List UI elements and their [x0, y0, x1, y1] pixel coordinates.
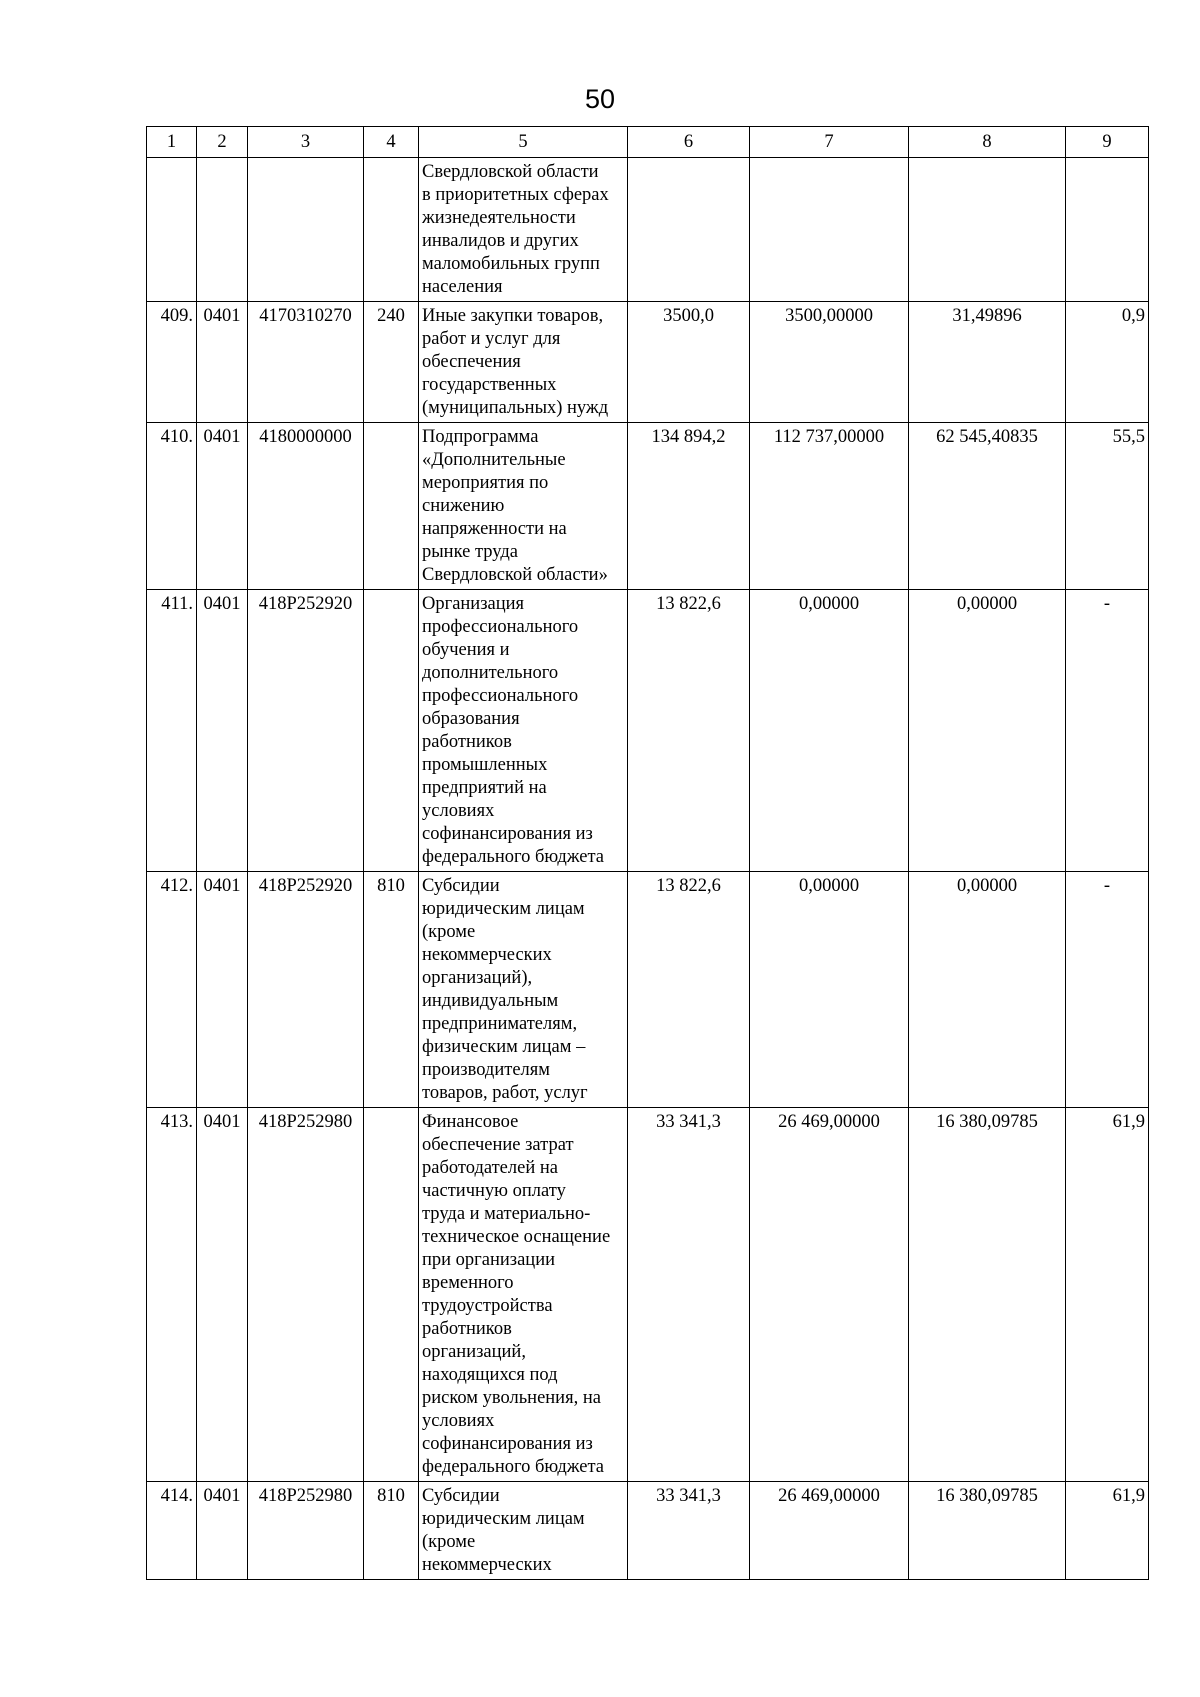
plan-amount-cell: 3500,0	[628, 302, 750, 423]
table-row	[147, 158, 1149, 302]
description-line: профессионального	[422, 686, 579, 706]
budget-table	[146, 126, 1149, 1580]
description-line: жизнедеятельности	[422, 208, 576, 228]
target-code-cell: 418P252920	[248, 872, 364, 1108]
table-row	[147, 1482, 1149, 1580]
header-row	[147, 127, 1149, 158]
approved-amount-cell: 26 469,00000	[750, 1482, 909, 1580]
plan-amount-cell: 33 341,3	[628, 1482, 750, 1580]
description-line: риском увольнения, на	[422, 1388, 601, 1408]
expense-type-cell: 810	[364, 1482, 419, 1580]
description-line: частичную оплату	[422, 1181, 566, 1201]
description-line: напряженности на	[422, 519, 567, 539]
plan-amount-cell	[628, 158, 750, 302]
section-code-cell: 0401	[197, 1108, 248, 1482]
description-line: Организация	[422, 594, 525, 614]
description-line: населения	[422, 277, 503, 297]
description-line: некоммерческих	[422, 1555, 552, 1575]
plan-amount-cell: 13 822,6	[628, 590, 750, 872]
percent-cell: -	[1066, 590, 1149, 872]
description-line: федерального бюджета	[422, 847, 605, 867]
description-line: Субсидии	[422, 876, 500, 896]
expense-type-cell	[364, 590, 419, 872]
executed-amount-cell: 16 380,09785	[909, 1482, 1066, 1580]
plan-amount-cell: 134 894,2	[628, 423, 750, 590]
percent-cell	[1066, 158, 1149, 302]
approved-amount-cell: 3500,00000	[750, 302, 909, 423]
section-code-cell: 0401	[197, 302, 248, 423]
percent-cell: -	[1066, 872, 1149, 1108]
description-line: инвалидов и других	[422, 231, 579, 251]
column-header: 5	[419, 127, 628, 158]
section-code-cell	[197, 158, 248, 302]
description-line: техническое оснащение	[422, 1227, 611, 1247]
description-line: (кроме	[422, 1532, 476, 1552]
description-line: трудоустройства	[422, 1296, 553, 1316]
percent-cell: 61,9	[1066, 1482, 1149, 1580]
description-cell	[419, 590, 628, 872]
description-line: условиях	[422, 801, 495, 821]
description-line: физическим лицам –	[422, 1037, 586, 1057]
expense-type-cell	[364, 158, 419, 302]
description-line: предприятий на	[422, 778, 547, 798]
expense-type-cell	[364, 1108, 419, 1482]
table-row	[147, 423, 1149, 590]
description-line: софинансирования из	[422, 1434, 593, 1454]
column-header: 6	[628, 127, 750, 158]
table-row	[147, 1108, 1149, 1482]
description-line: (кроме	[422, 922, 476, 942]
description-line: труда и материально-	[422, 1204, 591, 1224]
description-line: образования	[422, 709, 520, 729]
target-code-cell: 418P252980	[248, 1482, 364, 1580]
target-code-cell: 4180000000	[248, 423, 364, 590]
approved-amount-cell: 0,00000	[750, 590, 909, 872]
target-code-cell: 418P252980	[248, 1108, 364, 1482]
page-number: 50	[584, 84, 616, 114]
approved-amount-cell: 0,00000	[750, 872, 909, 1108]
description-line: снижению	[422, 496, 505, 516]
description-line: Иные закупки товаров,	[422, 306, 604, 326]
description-cell	[419, 1482, 628, 1580]
section-code-cell: 0401	[197, 1482, 248, 1580]
percent-cell: 55,5	[1066, 423, 1149, 590]
description-line: Свердловской области»	[422, 565, 608, 585]
column-header: 9	[1066, 127, 1149, 158]
description-line: организаций),	[422, 968, 533, 988]
row-number-cell: 413.	[147, 1108, 197, 1482]
executed-amount-cell: 0,00000	[909, 872, 1066, 1108]
description-line: работников	[422, 732, 512, 752]
table-row	[147, 302, 1149, 423]
description-line: производителям	[422, 1060, 550, 1080]
description-line: рынке труда	[422, 542, 518, 562]
row-number-cell	[147, 158, 197, 302]
description-line: предпринимателям,	[422, 1014, 578, 1034]
description-line: обеспечения	[422, 352, 521, 372]
approved-amount-cell: 112 737,00000	[750, 423, 909, 590]
description-line: юридическим лицам	[422, 1509, 585, 1529]
row-number-cell: 409.	[147, 302, 197, 423]
description-cell	[419, 158, 628, 302]
target-code-cell	[248, 158, 364, 302]
description-line: государственных	[422, 375, 557, 395]
approved-amount-cell: 26 469,00000	[750, 1108, 909, 1482]
executed-amount-cell: 16 380,09785	[909, 1108, 1066, 1482]
description-line: работ и услуг для	[422, 329, 561, 349]
description-cell	[419, 1108, 628, 1482]
description-line: условиях	[422, 1411, 495, 1431]
description-line: софинансирования из	[422, 824, 593, 844]
column-header: 8	[909, 127, 1066, 158]
column-header: 3	[248, 127, 364, 158]
description-line: при организации	[422, 1250, 555, 1270]
percent-cell: 61,9	[1066, 1108, 1149, 1482]
description-line: «Дополнительные	[422, 450, 566, 470]
description-cell	[419, 302, 628, 423]
executed-amount-cell	[909, 158, 1066, 302]
table-body	[147, 158, 1149, 1580]
expense-type-cell: 240	[364, 302, 419, 423]
percent-cell: 0,9	[1066, 302, 1149, 423]
plan-amount-cell: 33 341,3	[628, 1108, 750, 1482]
executed-amount-cell: 62 545,40835	[909, 423, 1066, 590]
description-line: работодателей на	[422, 1158, 558, 1178]
description-line: товаров, работ, услуг	[422, 1083, 588, 1103]
column-header: 7	[750, 127, 909, 158]
executed-amount-cell: 0,00000	[909, 590, 1066, 872]
description-line: некоммерческих	[422, 945, 552, 965]
description-line: находящихся под	[422, 1365, 558, 1385]
description-line: федерального бюджета	[422, 1457, 605, 1477]
description-line: временного	[422, 1273, 514, 1293]
section-code-cell: 0401	[197, 872, 248, 1108]
description-line: Субсидии	[422, 1486, 500, 1506]
row-number-cell: 414.	[147, 1482, 197, 1580]
section-code-cell: 0401	[197, 590, 248, 872]
description-line: в приоритетных сферах	[422, 185, 609, 205]
description-cell	[419, 423, 628, 590]
table-row	[147, 872, 1149, 1108]
description-line: обучения и	[422, 640, 510, 660]
description-line: маломобильных групп	[422, 254, 600, 274]
description-line: работников	[422, 1319, 512, 1339]
table-row	[147, 590, 1149, 872]
description-line: (муниципальных) нужд	[422, 398, 609, 418]
row-number-cell: 411.	[147, 590, 197, 872]
row-number-cell: 410.	[147, 423, 197, 590]
section-code-cell: 0401	[197, 423, 248, 590]
executed-amount-cell: 31,49896	[909, 302, 1066, 423]
description-line: обеспечение затрат	[422, 1135, 574, 1155]
column-header: 4	[364, 127, 419, 158]
column-header: 2	[197, 127, 248, 158]
description-line: профессионального	[422, 617, 579, 637]
description-line: организаций,	[422, 1342, 526, 1362]
column-header: 1	[147, 127, 197, 158]
description-line: Финансовое	[422, 1112, 519, 1132]
description-line: мероприятия по	[422, 473, 549, 493]
description-line: Свердловской области	[422, 162, 599, 182]
approved-amount-cell	[750, 158, 909, 302]
description-line: промышленных	[422, 755, 548, 775]
description-line: юридическим лицам	[422, 899, 585, 919]
plan-amount-cell: 13 822,6	[628, 872, 750, 1108]
description-line: индивидуальным	[422, 991, 559, 1011]
description-line: Подпрограмма	[422, 427, 539, 447]
expense-type-cell: 810	[364, 872, 419, 1108]
expense-type-cell	[364, 423, 419, 590]
row-number-cell: 412.	[147, 872, 197, 1108]
target-code-cell: 4170310270	[248, 302, 364, 423]
description-cell	[419, 872, 628, 1108]
description-line: дополнительного	[422, 663, 559, 683]
target-code-cell: 418P252920	[248, 590, 364, 872]
